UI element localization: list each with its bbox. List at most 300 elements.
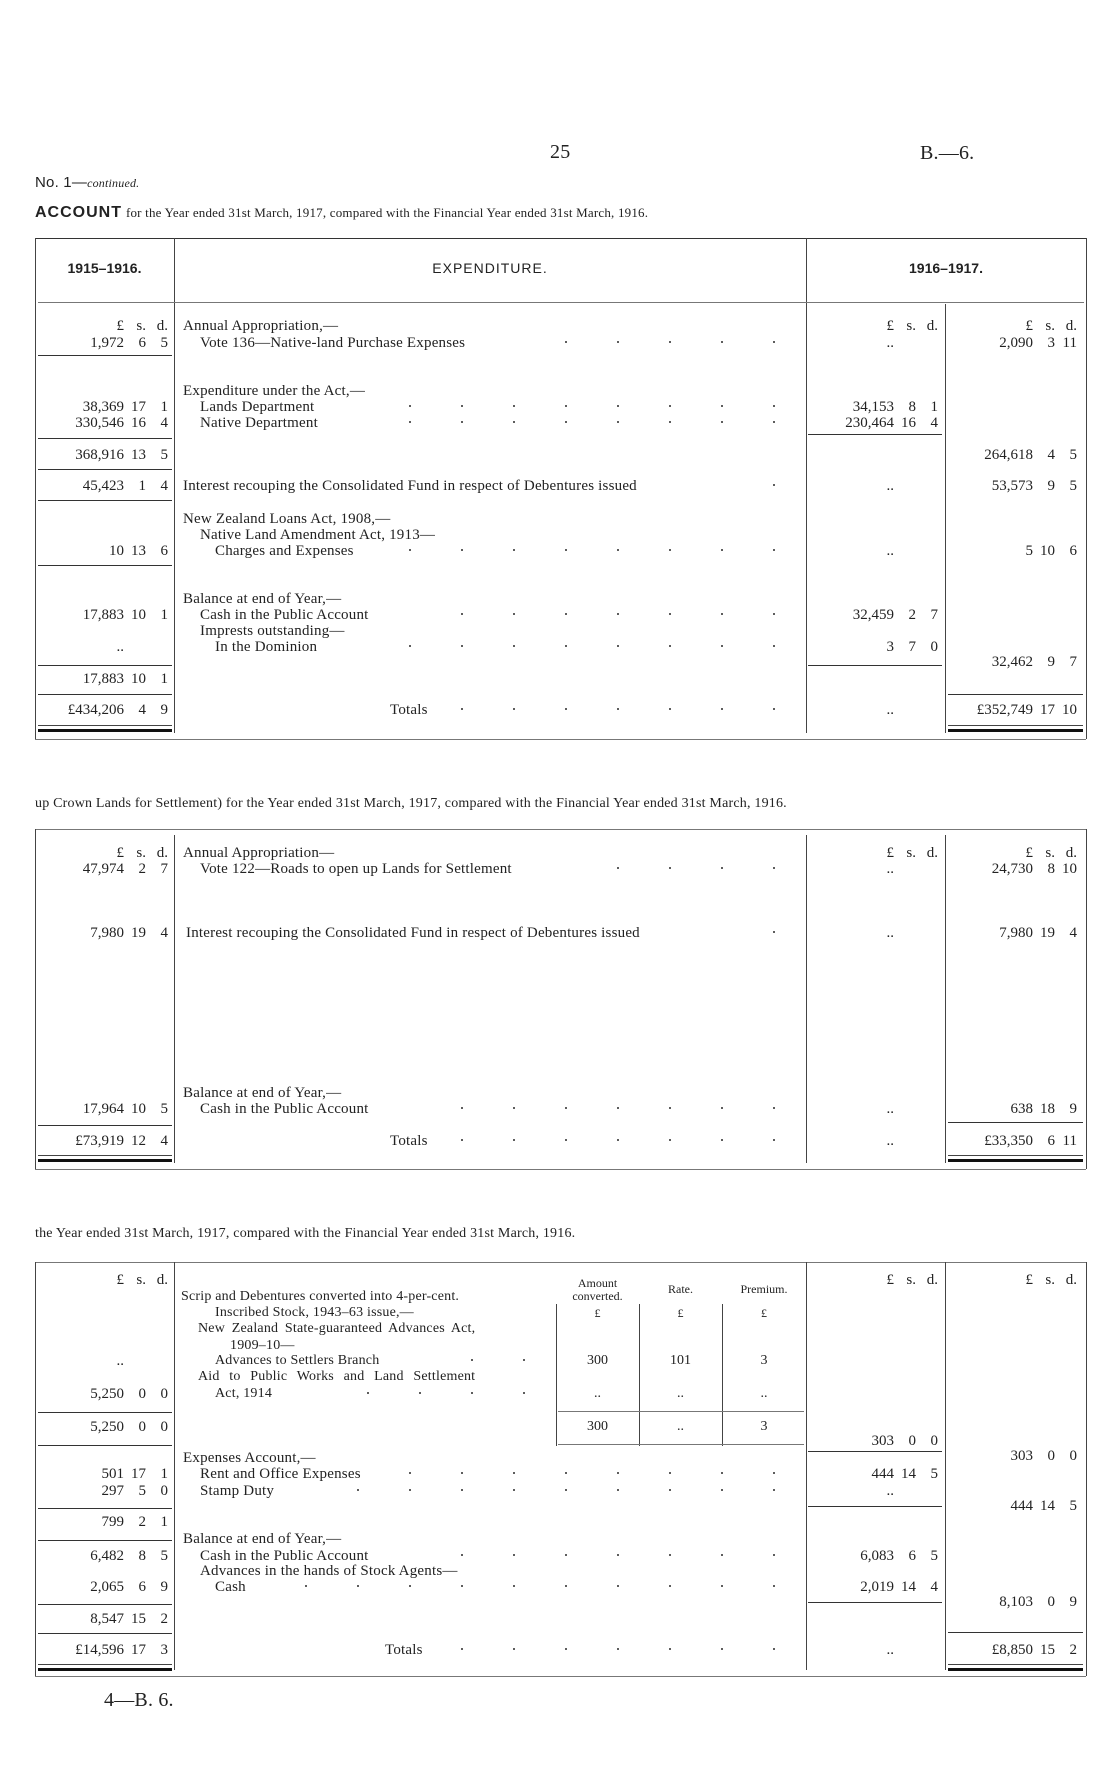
shillings: [894, 542, 916, 560]
cash-stock-label: Cash: [215, 1579, 246, 1595]
amount-prev: [102, 1465, 169, 1483]
pounds: 7,980: [90, 925, 124, 941]
pence: 4: [930, 415, 938, 431]
amount-prev: [117, 638, 169, 656]
shillings: 0: [138, 1386, 146, 1402]
pounds: £: [116, 845, 124, 861]
shillings: [124, 1352, 146, 1370]
totals-label: Totals: [390, 702, 428, 718]
pence: 6: [160, 543, 168, 559]
pence: 0: [160, 1419, 168, 1435]
pence: 2: [1069, 1642, 1077, 1658]
shillings: 0: [908, 1433, 916, 1449]
pounds: 6,482: [90, 1548, 124, 1564]
dot-leader: [330, 1391, 550, 1395]
shillings: 17: [131, 399, 146, 415]
annual-appropriation-label: Annual Appropriation,—: [183, 318, 339, 334]
nz-loans-label: New Zealand Loans Act, 1908,—: [183, 511, 391, 527]
pounds: 45,423: [82, 478, 124, 494]
pounds: 38,369: [82, 399, 124, 415]
shillings: [894, 924, 916, 942]
amount-prev: [90, 1578, 168, 1596]
pounds: 2,019: [860, 1579, 894, 1595]
pounds: ..: [886, 1483, 894, 1499]
column-header-1915-1916: 1915–1916.: [67, 260, 142, 276]
pence: [146, 638, 168, 656]
pence: [916, 701, 938, 719]
amount-total: [1011, 1100, 1078, 1118]
pence: d.: [1065, 1272, 1077, 1288]
shillings: 4: [138, 702, 146, 718]
dot-leader: [390, 420, 800, 424]
pence: 1: [160, 607, 168, 623]
pounds: ..: [116, 1353, 124, 1369]
pence: 0: [160, 1483, 168, 1499]
pence: 1: [160, 399, 168, 415]
shillings: [894, 334, 916, 352]
pence: 4: [160, 478, 168, 494]
amount-converted-total: 300: [587, 1419, 608, 1434]
pounds: 297: [101, 1483, 124, 1499]
pence: 10: [1062, 702, 1077, 718]
dot-leader: [440, 1553, 800, 1557]
shillings: 16: [901, 415, 916, 431]
shillings: 6: [1047, 1133, 1055, 1149]
nz-state-guaranteed-label: New Zealand State-guaranteed Advances Act,: [198, 1321, 476, 1336]
pence: 1: [930, 399, 938, 415]
premium: ..: [760, 1386, 768, 1401]
amount-prev: [83, 1100, 168, 1118]
shillings: 19: [1040, 925, 1055, 941]
shillings: 6: [908, 1548, 916, 1564]
pounds: 5: [1025, 543, 1033, 559]
pence: 9: [1069, 1594, 1077, 1610]
expenses-account-label: Expenses Account,—: [183, 1450, 316, 1466]
pence: d.: [1065, 845, 1077, 861]
pounds: £: [886, 845, 894, 861]
column-header-1916-1917: 1916–1917.: [909, 260, 983, 276]
balance-label: Balance at end of Year,—: [183, 1531, 342, 1547]
balance-label: Balance at end of Year,—: [183, 1085, 342, 1101]
dot-leader: [390, 404, 800, 408]
pounds: ..: [886, 1642, 894, 1658]
amount-prev: [117, 1352, 169, 1370]
amount-sub: [887, 334, 939, 352]
pounds: £: [116, 1272, 124, 1288]
amount-total: [992, 477, 1077, 495]
amount-sub: [860, 1578, 938, 1596]
dot-leader: [320, 1488, 800, 1492]
pounds: 53,573: [991, 478, 1033, 494]
pounds: 34,153: [852, 399, 894, 415]
inscribed-label: Inscribed Stock, 1943–63 issue,—: [215, 1305, 414, 1320]
shillings: [894, 1132, 916, 1150]
pounds: 32,459: [852, 607, 894, 623]
amount-sub: [887, 1100, 939, 1118]
act-1914-label: Act, 1914: [215, 1386, 273, 1401]
amount-sub: [853, 606, 938, 624]
shillings: 2: [138, 1514, 146, 1530]
lsd-header: [117, 317, 169, 335]
pence: 1: [160, 671, 168, 687]
lands-department-label: Lands Department: [200, 399, 315, 415]
shillings: 0: [1047, 1448, 1055, 1464]
pounds: £: [1025, 1272, 1033, 1288]
advances-settlers-label: Advances to Settlers Branch: [215, 1353, 380, 1368]
pence: 10: [1062, 861, 1077, 877]
pounds: £: [1025, 318, 1033, 334]
shillings: 8: [908, 399, 916, 415]
pence: d.: [156, 1272, 168, 1288]
amount-prev: [83, 606, 168, 624]
shillings: [894, 1100, 916, 1118]
rent-label: Rent and Office Expenses: [200, 1466, 361, 1482]
dot-leader: [520, 340, 800, 344]
year-label: 1909–10—: [230, 1338, 295, 1353]
amount-total: [1011, 1497, 1078, 1515]
pounds: 3: [886, 639, 894, 655]
balance-label: Balance at end of Year,—: [183, 591, 342, 607]
shillings: 14: [901, 1466, 916, 1482]
shillings: 0: [138, 1419, 146, 1435]
pence: 5: [160, 1101, 168, 1117]
amount-prev: [83, 477, 168, 495]
pounds: 230,464: [845, 415, 894, 431]
native-land-amendment-label: Native Land Amendment Act, 1913—: [200, 527, 436, 543]
pence: 9: [1069, 1101, 1077, 1117]
native-department-label: Native Department: [200, 415, 318, 431]
shillings: s.: [136, 845, 146, 861]
amount-prev-total: [90, 1418, 168, 1436]
lsd-header: [1026, 1271, 1078, 1289]
table-2-title: up Crown Lands for Settlement) for the Year ended 31st March, 1917, compared with the Financial Year ended 31st March, 1916.: [35, 796, 787, 811]
pounds: 5,250: [90, 1386, 124, 1402]
shillings: 15: [1040, 1642, 1055, 1658]
totals-curr: [977, 701, 1077, 719]
dot-leader: [400, 1471, 800, 1475]
pence: 4: [930, 1579, 938, 1595]
amount-prev-total: [83, 670, 168, 688]
shillings: s.: [906, 845, 916, 861]
amount-sub: [860, 1547, 938, 1565]
pounds: £: [116, 318, 124, 334]
vote-label: Vote 136—Native-land Purchase Expenses: [200, 335, 466, 351]
amount-prev: [75, 414, 168, 432]
pounds: 303: [1010, 1448, 1033, 1464]
shillings: 12: [131, 1133, 146, 1149]
pence: 5: [160, 335, 168, 351]
cash-label: Cash in the Public Account: [200, 1548, 369, 1564]
pounds: 368,916: [75, 447, 124, 463]
shillings: 9: [1047, 654, 1055, 670]
shillings: 3: [1047, 335, 1055, 351]
pence: [916, 1641, 938, 1659]
amount-prev: [102, 1482, 169, 1500]
pounds: £434,206: [67, 702, 124, 718]
dot-leader: [470, 1358, 550, 1362]
page-number: 25: [550, 141, 571, 163]
dot-leader: [450, 1647, 800, 1651]
shillings: 10: [131, 671, 146, 687]
amount-prev-total: [102, 1513, 169, 1531]
account-subtitle: for the Year ended 31st March, 1917, compared with the Financial Year ended 31st March, 1916.: [125, 205, 649, 220]
pounds: £352,749: [976, 702, 1033, 718]
pounds: 799: [101, 1514, 124, 1530]
pound-sign: £: [594, 1306, 601, 1320]
pounds: 7,980: [999, 925, 1033, 941]
pence: d.: [926, 1272, 938, 1288]
pence: 5: [930, 1548, 938, 1564]
amount-sub: [872, 1432, 939, 1450]
pence: 1: [160, 1466, 168, 1482]
pounds: £8,850: [991, 1642, 1033, 1658]
pounds: ..: [886, 1101, 894, 1117]
shillings: [124, 638, 146, 656]
pence: 5: [1069, 447, 1077, 463]
charges-label: Charges and Expenses: [215, 543, 354, 559]
pence: 11: [1062, 335, 1077, 351]
pence: 9: [160, 702, 168, 718]
dot-leader: [760, 930, 800, 934]
lsd-header: [1026, 317, 1078, 335]
dot-leader: [760, 483, 800, 487]
vote-label: Vote 122—Roads to open up Lands for Settlement: [200, 861, 512, 877]
pence: 0: [1069, 1448, 1077, 1464]
pence: 5: [160, 1548, 168, 1564]
amount-sub: [887, 477, 939, 495]
shillings: s.: [906, 318, 916, 334]
lsd-header: [887, 317, 939, 335]
pounds: 2,090: [999, 335, 1033, 351]
imprests-label: Imprests outstanding—: [200, 623, 345, 639]
pounds: £14,596: [75, 1642, 124, 1658]
shillings: 14: [1040, 1498, 1055, 1514]
shillings: [894, 1641, 916, 1659]
premium: 3: [760, 1353, 768, 1368]
amount-header-line2: converted.: [572, 1289, 623, 1303]
amount-prev: [83, 860, 168, 878]
pounds: £73,919: [75, 1133, 124, 1149]
pence: 4: [160, 925, 168, 941]
amount-prev: [90, 924, 168, 942]
shillings: 17: [131, 1466, 146, 1482]
shillings: 17: [131, 1642, 146, 1658]
pence: d.: [1065, 318, 1077, 334]
pounds: 1,972: [90, 335, 124, 351]
totals-curr: [992, 1641, 1077, 1659]
stamp-duty-label: Stamp Duty: [200, 1483, 275, 1499]
shillings: 10: [1040, 543, 1055, 559]
amount-converted: ..: [594, 1386, 601, 1401]
pounds: 303: [871, 1433, 894, 1449]
shillings: [894, 860, 916, 878]
pounds: 264,618: [984, 447, 1033, 463]
pence: 5: [160, 447, 168, 463]
interest-label: Interest recouping the Consolidated Fund in respect of Debentures issued: [183, 478, 637, 494]
pounds: £33,350: [984, 1133, 1033, 1149]
totals-prev: [68, 701, 168, 719]
shillings: 8: [1047, 861, 1055, 877]
totals-prev: [75, 1132, 168, 1150]
amount-total: [999, 924, 1077, 942]
pence: [916, 1482, 938, 1500]
account-word: ACCOUNT: [35, 204, 122, 221]
amount-prev: [90, 1547, 168, 1565]
totals-sub: [887, 1641, 939, 1659]
pound-sign: £: [677, 1306, 684, 1320]
amount-prev-total: [90, 1610, 168, 1628]
totals-prev: [75, 1641, 168, 1659]
pence: [916, 477, 938, 495]
pounds: 17,883: [82, 607, 124, 623]
pence: 5: [1069, 478, 1077, 494]
cash-label: Cash in the Public Account: [200, 1101, 369, 1117]
amount-total: [1011, 1447, 1078, 1465]
pence: d.: [156, 318, 168, 334]
pounds: 444: [871, 1466, 894, 1482]
cash-label: Cash in the Public Account: [200, 607, 369, 623]
shillings: 9: [1047, 478, 1055, 494]
pence: [916, 334, 938, 352]
premium-header: Premium.: [740, 1282, 788, 1296]
section-number: [35, 174, 139, 192]
amount-prev: [109, 542, 168, 560]
shillings: 4: [1047, 447, 1055, 463]
shillings: 17: [1040, 702, 1055, 718]
rate: ..: [677, 1386, 684, 1401]
amount-sub: [887, 1482, 939, 1500]
pounds: 10: [109, 543, 124, 559]
section-no: No. 1—: [35, 174, 88, 191]
interest-label: Interest recouping the Consolidated Fund in respect of Debentures issued: [186, 925, 640, 941]
amount-total: [984, 446, 1077, 464]
shillings: 16: [131, 415, 146, 431]
pounds: 6,083: [860, 1548, 894, 1564]
stock-agents-label: Advances in the hands of Stock Agents—: [200, 1563, 458, 1579]
amount-sub: [872, 1465, 939, 1483]
lsd-header: [887, 1271, 939, 1289]
dot-leader: [450, 707, 800, 711]
pence: 7: [160, 861, 168, 877]
shillings: [894, 1482, 916, 1500]
totals-label: Totals: [390, 1133, 428, 1149]
pounds: ..: [886, 478, 894, 494]
pounds: ..: [886, 1133, 894, 1149]
dot-leader: [260, 1584, 800, 1588]
pence: 11: [1062, 1133, 1077, 1149]
pounds: 47,974: [82, 861, 124, 877]
dot-leader: [440, 612, 800, 616]
dominion-label: In the Dominion: [215, 639, 318, 655]
pounds: £: [886, 1272, 894, 1288]
pence: 9: [160, 1579, 168, 1595]
shillings: 10: [131, 607, 146, 623]
pounds: ..: [886, 925, 894, 941]
amount-prev-total: [75, 446, 168, 464]
amount-converted-header: [556, 1277, 639, 1303]
totals-sub: [887, 1132, 939, 1150]
amount-prev: [90, 334, 168, 352]
pounds: 5,250: [90, 1419, 124, 1435]
column-header-expenditure: EXPENDITURE.: [432, 260, 548, 276]
shillings: 2: [908, 607, 916, 623]
shillings: 15: [131, 1611, 146, 1627]
shillings: 5: [138, 1483, 146, 1499]
pounds: 24,730: [991, 861, 1033, 877]
shillings: 6: [138, 1579, 146, 1595]
amount-sub: [887, 638, 939, 656]
pence: d.: [926, 318, 938, 334]
shillings: 2: [138, 861, 146, 877]
shillings: s.: [1045, 318, 1055, 334]
pence: [146, 1352, 168, 1370]
pounds: 8,103: [999, 1594, 1033, 1610]
shillings: 8: [138, 1548, 146, 1564]
scrip-label: Scrip and Debentures converted into 4-per-cent.: [181, 1289, 460, 1304]
shillings: 10: [131, 1101, 146, 1117]
pounds: 17,883: [82, 671, 124, 687]
aid-public-works-label: Aid to Public Works and Land Settlement: [198, 1369, 476, 1384]
section-continued: continued.: [87, 176, 140, 190]
dot-leader: [390, 644, 800, 648]
shillings: [894, 477, 916, 495]
rate-header: Rate.: [668, 1282, 693, 1296]
pounds: 501: [101, 1466, 124, 1482]
pence: 4: [160, 1133, 168, 1149]
totals-sub: [887, 701, 939, 719]
pence: [916, 860, 938, 878]
pence: 0: [160, 1386, 168, 1402]
pounds: ..: [886, 335, 894, 351]
pounds: ..: [886, 861, 894, 877]
dot-leader: [390, 548, 800, 552]
shillings: 1: [138, 478, 146, 494]
pounds: £: [1025, 845, 1033, 861]
pounds: ..: [886, 543, 894, 559]
shillings: 7: [908, 639, 916, 655]
shillings: 14: [901, 1579, 916, 1595]
pence: [916, 1132, 938, 1150]
pence: 0: [930, 1433, 938, 1449]
pounds: 8,547: [90, 1611, 124, 1627]
shillings: 18: [1040, 1101, 1055, 1117]
document-reference: B.—6.: [920, 142, 975, 164]
shillings: 19: [131, 925, 146, 941]
amount-total: [999, 334, 1077, 352]
pounds: ..: [886, 702, 894, 718]
pence: [916, 1100, 938, 1118]
rate: 101: [670, 1353, 691, 1368]
pounds: 444: [1010, 1498, 1033, 1514]
pence: 0: [930, 639, 938, 655]
dot-leader: [580, 866, 800, 870]
pounds: 638: [1010, 1101, 1033, 1117]
shillings: s.: [1045, 1272, 1055, 1288]
account-title: [35, 204, 648, 222]
amount-sub: [887, 860, 939, 878]
pence: [916, 924, 938, 942]
shillings: s.: [906, 1272, 916, 1288]
pence: [916, 542, 938, 560]
rate-total: ..: [677, 1419, 684, 1434]
dot-leader: [440, 1106, 800, 1110]
shillings: s.: [1045, 845, 1055, 861]
lsd-header: [117, 1271, 169, 1289]
amount-sub: [887, 542, 939, 560]
pence: 3: [160, 1642, 168, 1658]
pound-sign: £: [761, 1306, 767, 1320]
annual-appropriation-label: Annual Appropriation—: [183, 845, 335, 861]
